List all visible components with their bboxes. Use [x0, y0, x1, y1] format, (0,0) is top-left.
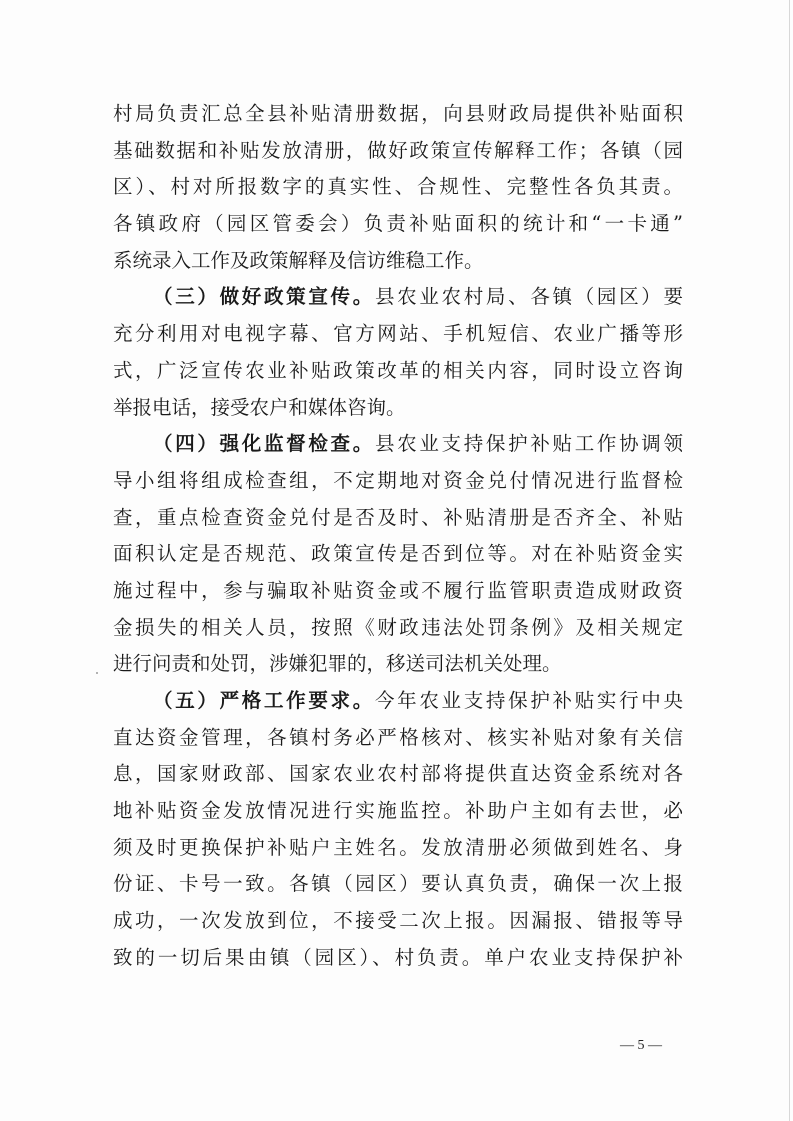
section-4-text: 县农业支持保护补贴工作协调领 [374, 432, 683, 456]
section-5-heading: （五）严格工作要求。 [153, 689, 375, 712]
paragraph-line: 息，国家财政部、国家农业农村部将提供直达资金系统对各 [113, 762, 683, 786]
paragraph-line: 施过程中，参与骗取补贴资金或不履行监管职责造成财政资 [113, 578, 683, 602]
paragraph-line: 各镇政府（园区管委会）负责补贴面积的统计和“一卡通” [113, 212, 683, 236]
section-4-first-line [113, 426, 683, 463]
paragraph-line: 地补贴资金发放情况进行实施监控。补助户主如有去世，必 [113, 799, 683, 823]
paragraph-line: 举报电话，接受农户和媒体咨询。 [113, 395, 406, 419]
section-3-heading: （三）做好政策宣传。 [153, 285, 375, 309]
paragraph-line: 金损失的相关人员，按照《财政违法处罚条例》及相关规定 [113, 615, 683, 639]
section-3-text: 县农业农村局、各镇（园区）要 [374, 285, 683, 309]
paragraph-line: 成功，一次发放到位，不接受二次上报。因漏报、错报等导 [113, 909, 683, 933]
paragraph-line: 村局负责汇总全县补贴清册数据，向县财政局提供补贴面积 [113, 102, 683, 125]
section-4-heading: （四）强化监督检查。 [153, 432, 375, 456]
paragraph-line: 直达资金管理，各镇村务必严格核对、核实补贴对象有关信 [113, 725, 683, 749]
scan-speck [96, 672, 98, 674]
section-5-text: 今年农业支持保护补贴实行中央 [374, 689, 683, 712]
paragraph-line: 基础数据和补贴发放清册，做好政策宣传解释工作；各镇（园 [113, 138, 683, 162]
scan-edge-line [789, 0, 790, 1121]
paragraph-line: 系统录入工作及政策解释及信访维稳工作。 [113, 248, 484, 272]
paragraph-line: 致的一切后果由镇（园区）、村负责。单户农业支持保护补 [113, 945, 683, 969]
page-number: — 5 — [620, 1038, 662, 1053]
paragraph-line: 式，广泛宣传农业补贴政策改革的相关内容，同时设立咨询 [113, 358, 683, 382]
paragraph-line: 份证、卡号一致。各镇（园区）要认真负责，确保一次上报 [113, 872, 683, 896]
paragraph-line: 查，重点检查资金兑付是否及时、补贴清册是否齐全、补贴 [113, 505, 683, 529]
section-3-first-line [113, 279, 683, 316]
paragraph-line: 进行问责和处罚，涉嫌犯罪的，移送司法机关处理。 [113, 652, 562, 676]
paragraph-line: 充分利用对电视字幕、官方网站、手机短信、农业广播等形 [113, 322, 683, 346]
paragraph-line: 区）、村对所报数字的真实性、合规性、完整性各负其责。 [113, 175, 683, 199]
paragraph-line: 须及时更换保护补贴户主姓名。发放清册必须做到姓名、身 [113, 835, 683, 859]
body-text [113, 96, 683, 977]
section-5-first-line [113, 683, 683, 720]
paragraph-line: 面积认定是否规范、政策宣传是否到位等。对在补贴资金实 [113, 542, 683, 566]
paragraph-line: 导小组将组成检查组，不定期地对资金兑付情况进行监督检 [113, 468, 683, 492]
